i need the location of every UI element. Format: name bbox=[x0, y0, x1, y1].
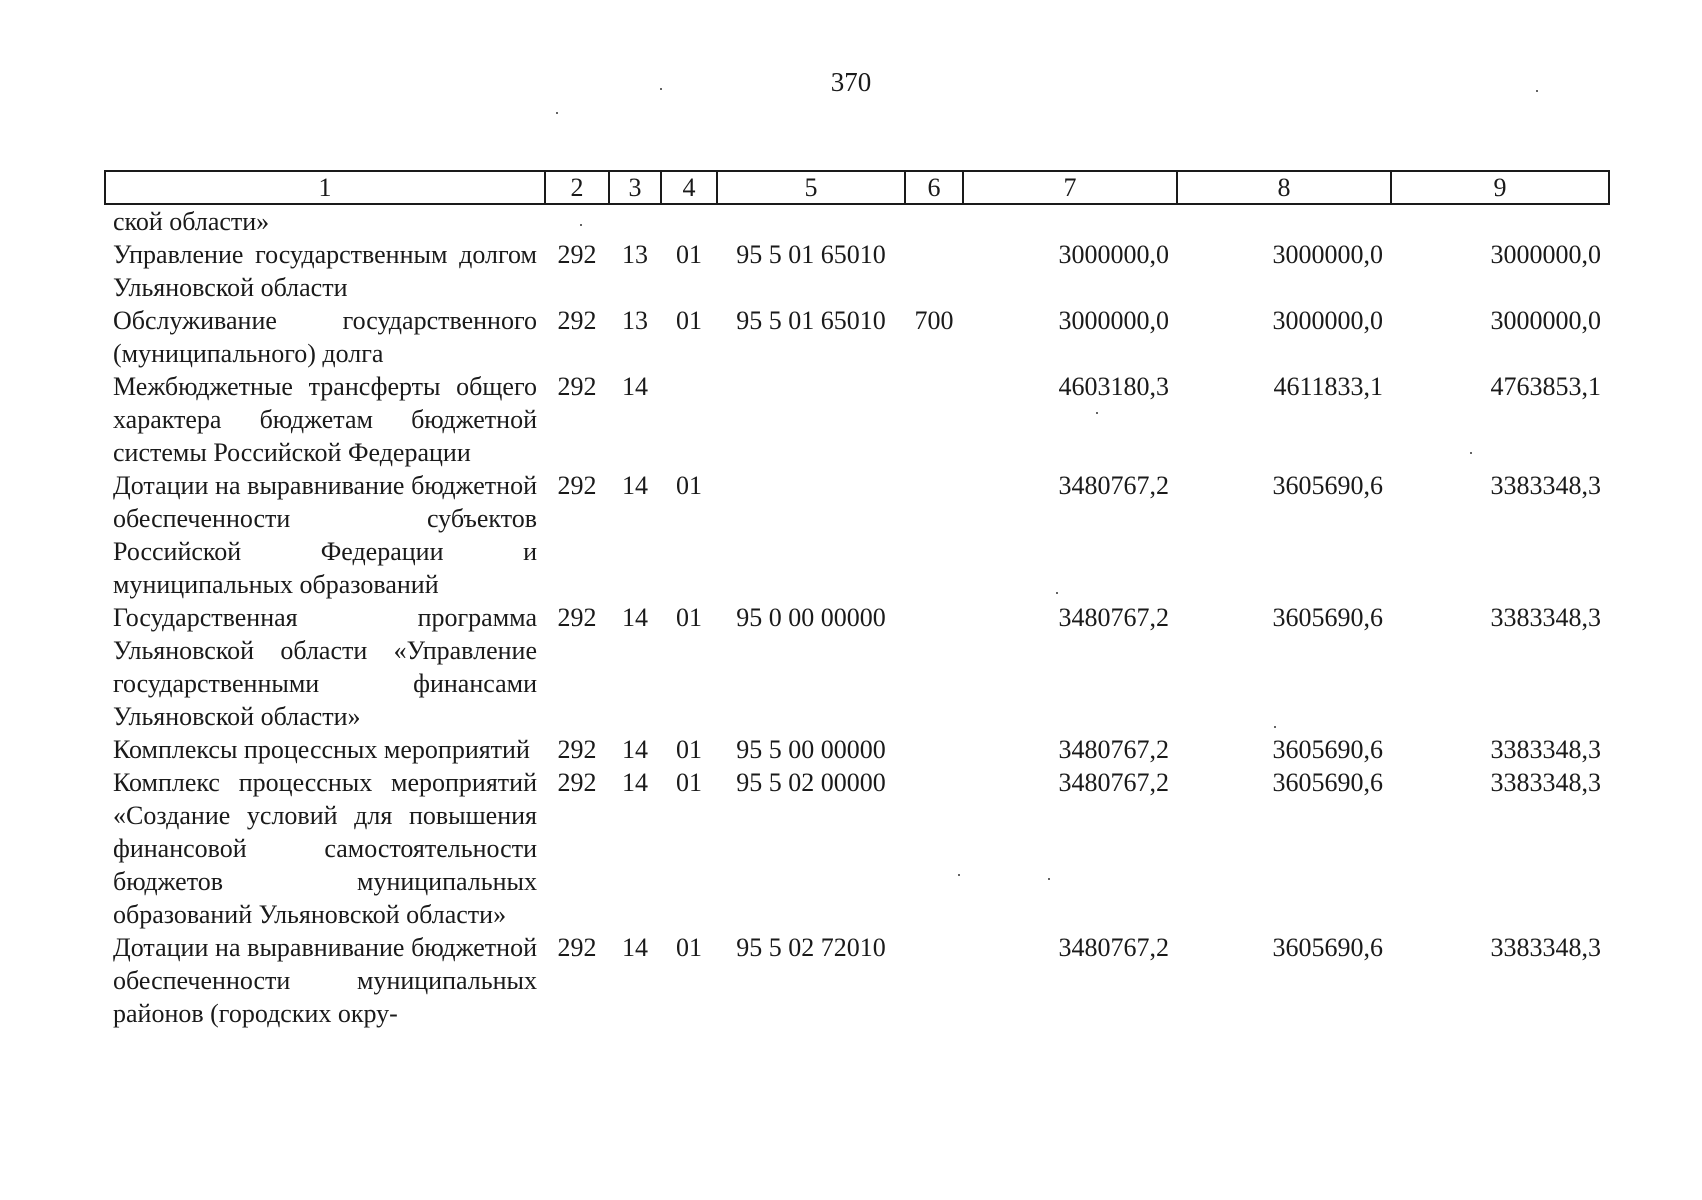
cell-c3: 14 bbox=[622, 768, 648, 797]
cell-c7: 3000000,0 bbox=[1058, 240, 1169, 269]
cell-c3: 14 bbox=[622, 603, 648, 632]
cell-c2 bbox=[545, 204, 609, 238]
table-row bbox=[105, 733, 1609, 766]
column-header: 8 bbox=[1177, 171, 1391, 204]
cell-c9: 3000000,0 bbox=[1490, 240, 1601, 269]
cell-c5: 95 5 01 65010 bbox=[736, 240, 886, 269]
table-row bbox=[105, 204, 1609, 238]
cell-c6 bbox=[905, 469, 963, 601]
cell-c6 bbox=[905, 204, 963, 238]
budget-table bbox=[104, 170, 1610, 1030]
cell-c4: 01 bbox=[676, 306, 702, 335]
cell-c4: 01 bbox=[676, 240, 702, 269]
cell-c2: 292 bbox=[557, 735, 597, 764]
cell-c2: 292 bbox=[557, 768, 597, 797]
header-row bbox=[105, 171, 1609, 204]
cell-c7: 3000000,0 bbox=[1058, 306, 1169, 335]
cell-c3: 13 bbox=[622, 306, 648, 335]
cell-c8: 3605690,6 bbox=[1272, 933, 1383, 962]
cell-c9: 4763853,1 bbox=[1490, 372, 1601, 401]
cell-c8: 3605690,6 bbox=[1272, 735, 1383, 764]
item-name: Комплексы процессных мероприятий bbox=[113, 735, 530, 764]
cell-c8: 3000000,0 bbox=[1272, 240, 1383, 269]
cell-c5: 95 0 00 00000 bbox=[736, 603, 886, 632]
page-number: 370 bbox=[830, 67, 872, 97]
cell-c3: 14 bbox=[622, 735, 648, 764]
item-name: Комплекс процессных мероприятий «Создание условий для повышения финансовой самостоятельности бюджетов муниципальных образований Ульяновской области» bbox=[113, 768, 537, 929]
item-name: Обслуживание государственного (муниципального) долга bbox=[113, 306, 537, 368]
column-header: 3 bbox=[609, 171, 661, 204]
cell-c3: 14 bbox=[622, 933, 648, 962]
cell-c2: 292 bbox=[557, 306, 597, 335]
cell-c2: 292 bbox=[557, 471, 597, 500]
cell-c8: 3000000,0 bbox=[1272, 306, 1383, 335]
cell-c8: 4611833,1 bbox=[1273, 372, 1383, 401]
cell-c4: 01 bbox=[676, 768, 702, 797]
table-row bbox=[105, 766, 1609, 931]
cell-c2: 292 bbox=[557, 933, 597, 962]
scan-speck bbox=[556, 112, 558, 114]
cell-c7: 3480767,2 bbox=[1058, 933, 1169, 962]
cell-c6 bbox=[905, 601, 963, 733]
cell-c6 bbox=[905, 238, 963, 304]
cell-c9: 3383348,3 bbox=[1490, 471, 1601, 500]
cell-c5: 95 5 00 00000 bbox=[736, 735, 886, 764]
cell-c9: 3383348,3 bbox=[1490, 735, 1601, 764]
cell-c4: 01 bbox=[676, 933, 702, 962]
cell-c7: 4603180,3 bbox=[1058, 372, 1169, 401]
column-header: 2 bbox=[545, 171, 609, 204]
table-row bbox=[105, 469, 1609, 601]
cell-c2: 292 bbox=[557, 372, 597, 401]
item-name: Дотации на выравнивание бюджетной обеспеченности субъектов Российской Федерации и муниципальных образований bbox=[113, 471, 537, 599]
table-row bbox=[105, 370, 1609, 469]
cell-c4 bbox=[661, 204, 717, 238]
cell-c3: 14 bbox=[622, 372, 648, 401]
cell-c2: 292 bbox=[557, 603, 597, 632]
cell-c8 bbox=[1177, 204, 1391, 238]
table-row bbox=[105, 601, 1609, 733]
table-row bbox=[105, 931, 1609, 1030]
cell-c4: 01 bbox=[676, 735, 702, 764]
table-row bbox=[105, 238, 1609, 304]
cell-c6 bbox=[905, 766, 963, 931]
cell-c5: 95 5 01 65010 bbox=[736, 306, 886, 335]
cell-c9: 3000000,0 bbox=[1490, 306, 1601, 335]
column-header: 9 bbox=[1391, 171, 1609, 204]
cell-c5 bbox=[717, 370, 905, 469]
cell-c8: 3605690,6 bbox=[1272, 603, 1383, 632]
cell-c6 bbox=[905, 733, 963, 766]
cell-c3: 13 bbox=[622, 240, 648, 269]
cell-c8: 3605690,6 bbox=[1272, 768, 1383, 797]
cell-c5: 95 5 02 72010 bbox=[736, 933, 886, 962]
column-header: 5 bbox=[717, 171, 905, 204]
item-name: Государственная программа Ульяновской области «Управление государственными финансами Ульяновской области» bbox=[113, 603, 537, 731]
cell-c7: 3480767,2 bbox=[1058, 603, 1169, 632]
cell-c5 bbox=[717, 469, 905, 601]
cell-c3 bbox=[609, 204, 661, 238]
cell-c4: 01 bbox=[676, 603, 702, 632]
cell-c2: 292 bbox=[557, 240, 597, 269]
item-name: Управление государственным долгом Ульяновской области bbox=[113, 240, 537, 302]
cell-c9 bbox=[1391, 204, 1609, 238]
cell-c3: 14 bbox=[622, 471, 648, 500]
cell-c4: 01 bbox=[676, 471, 702, 500]
cell-c6 bbox=[905, 931, 963, 1030]
scan-speck bbox=[1536, 90, 1538, 92]
column-header: 7 bbox=[963, 171, 1177, 204]
table-row bbox=[105, 304, 1609, 370]
item-name: ской области» bbox=[113, 207, 270, 236]
item-name: Дотации на выравнивание бюджетной обеспеченности муниципальных районов (городских окру- bbox=[113, 933, 537, 1028]
item-name: Межбюджетные трансферты общего характера бюджетам бюджетной системы Российской Федерации bbox=[113, 372, 537, 467]
cell-c5 bbox=[717, 204, 905, 238]
cell-c7: 3480767,2 bbox=[1058, 471, 1169, 500]
column-header: 4 bbox=[661, 171, 717, 204]
scan-speck bbox=[660, 88, 662, 90]
cell-c7: 3480767,2 bbox=[1058, 735, 1169, 764]
cell-c9: 3383348,3 bbox=[1490, 768, 1601, 797]
cell-c6: 700 bbox=[914, 306, 954, 335]
cell-c4 bbox=[661, 370, 717, 469]
cell-c7: 3480767,2 bbox=[1058, 768, 1169, 797]
cell-c9: 3383348,3 bbox=[1490, 933, 1601, 962]
cell-c6 bbox=[905, 370, 963, 469]
column-header: 1 bbox=[105, 171, 545, 204]
cell-c8: 3605690,6 bbox=[1272, 471, 1383, 500]
cell-c9: 3383348,3 bbox=[1490, 603, 1601, 632]
cell-c5: 95 5 02 00000 bbox=[736, 768, 886, 797]
cell-c7 bbox=[963, 204, 1177, 238]
column-header: 6 bbox=[905, 171, 963, 204]
